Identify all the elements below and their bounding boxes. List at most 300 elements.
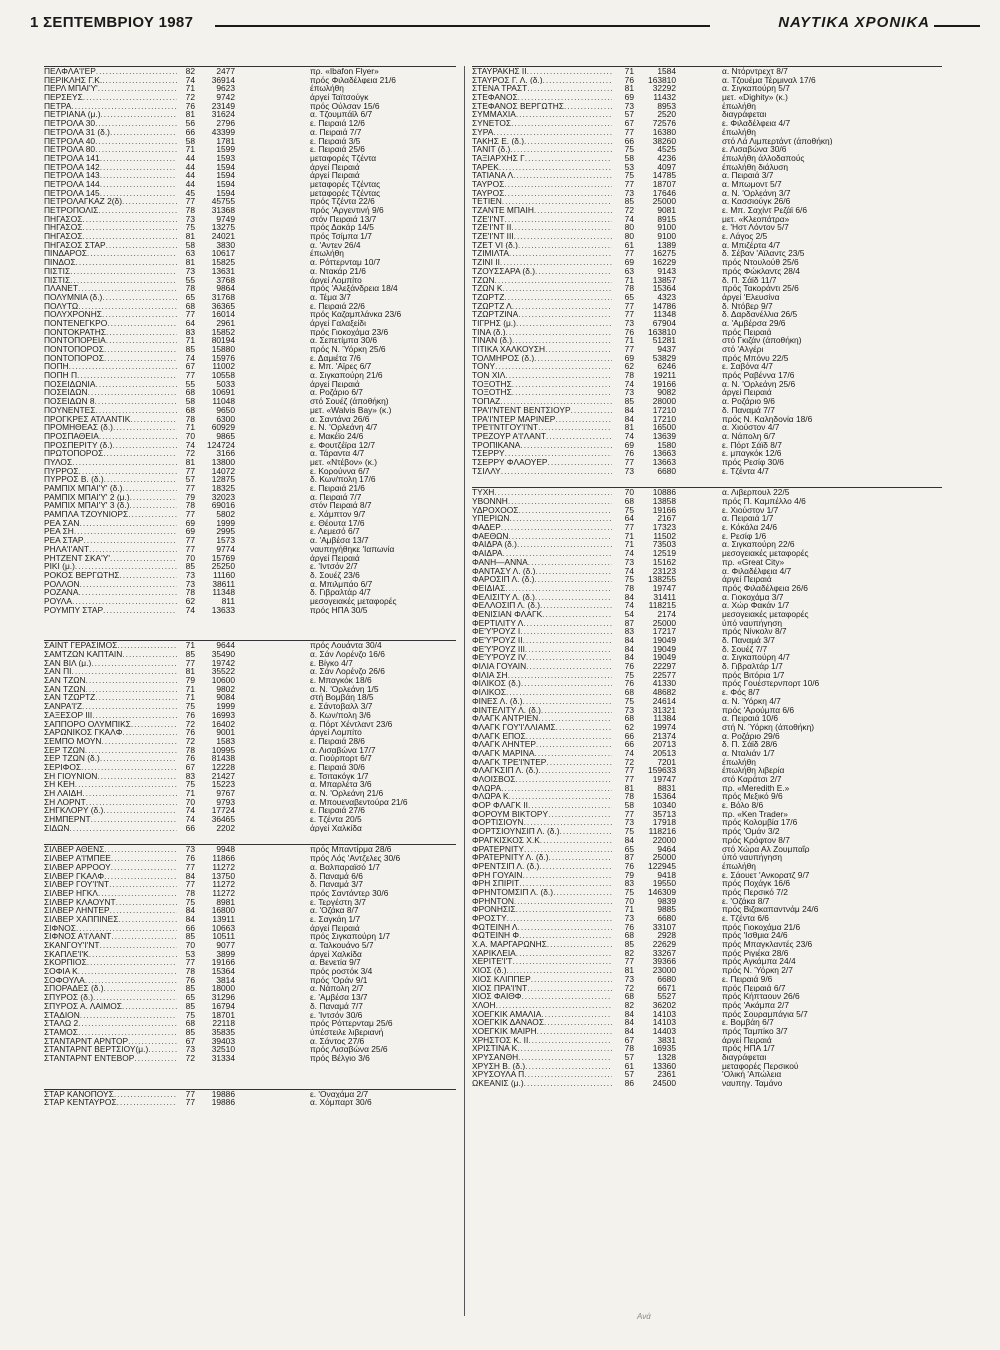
ship-entry [472, 206, 942, 215]
ship-entry [44, 1098, 456, 1107]
gross-tonnage: 19747 [652, 775, 676, 784]
ship-entry [472, 380, 942, 389]
ship-name-cell [472, 905, 612, 914]
ship-entry [44, 667, 456, 676]
leader-dots [543, 76, 612, 85]
leader-dots [571, 406, 612, 415]
ship-status: πρός Σουραμπάγια 5/7 [722, 1009, 808, 1019]
build-year: 74 [624, 431, 634, 441]
ship-status: ε. Λισαβώνα 30/6 [722, 145, 787, 154]
ship-entry [472, 827, 942, 836]
ship-entry [44, 606, 456, 615]
ship-name-cell [472, 171, 612, 180]
ship-status: α. Ταλκουάνο 5/7 [310, 941, 374, 950]
build-year: 65 [185, 993, 195, 1002]
gross-tonnage: 22000 [652, 835, 676, 845]
ship-entry [44, 519, 456, 528]
column-gap [676, 836, 722, 845]
ship-status: πρός Φώκλαντς 28/4 [722, 266, 800, 276]
column-gap [676, 818, 722, 827]
ship-entry [44, 458, 456, 467]
ship-name: ΡΕΑ ΣΗ [44, 527, 74, 537]
ship-name: ΡΑΜΠΙΧ ΜΠΑΙ'Υ' (δ.) [44, 484, 123, 493]
ship-entry [44, 128, 456, 137]
ship-name-cell [44, 984, 177, 993]
build-year: 75 [185, 897, 195, 907]
gross-tonnage: 53829 [652, 353, 676, 363]
ship-entry [472, 232, 942, 241]
column-gap [676, 775, 722, 784]
ship-name-cell [472, 336, 612, 345]
build-year: 74 [185, 75, 195, 85]
build-year: 85 [185, 650, 195, 659]
ship-entry [44, 806, 456, 815]
ship-name-cell [472, 1001, 612, 1010]
gross-tonnage: 1599 [216, 145, 235, 154]
ship-name-cell [472, 949, 612, 958]
column-gap [676, 449, 722, 458]
ship-status: ε. Ν. 'Ορλεάνη 4/7 [310, 423, 378, 432]
column-gap [235, 588, 310, 597]
ship-entry [472, 1053, 942, 1062]
column-gap [676, 827, 722, 836]
ship-name: ΠΡΟΜΗΘΕΑΣ (δ.) [44, 423, 113, 432]
ship-entry [472, 862, 942, 871]
column-gap [676, 241, 722, 250]
ship-status: πρός Λουάντα 30/4 [310, 641, 382, 650]
build-year: 83 [624, 627, 634, 636]
ship-name-cell [44, 467, 177, 476]
gross-tonnage: 9100 [657, 232, 676, 241]
ship-name: ΣΚΑΠΛΕ'Ι'Κ [44, 949, 89, 959]
ship-status: μετ. «Walvis Bay» (κ.) [310, 405, 392, 415]
ship-status: δ. Παναμά 7/7 [722, 405, 775, 415]
ship-entry [44, 941, 456, 950]
ship-name: ΦΡΗ ΣΠΙΡΙΤ [472, 879, 520, 888]
build-year: 68 [185, 405, 195, 415]
build-year: 68 [624, 497, 634, 506]
ship-name-cell [44, 1019, 177, 1028]
build-year: 69 [185, 518, 195, 528]
leader-dots [516, 905, 612, 914]
leader-dots [518, 923, 612, 932]
ship-name: ΤΣΕΡΡΥ ΦΛΑΟΥΕΡ [472, 457, 548, 467]
ship-status: ε. Φιλαδέλφεια 4/7 [722, 119, 791, 128]
ship-name: ΠΕΤΡΟΛΑ 143 [44, 171, 100, 180]
ship-name-cell [44, 197, 177, 206]
ship-name: ΤΟΠΑΖ [472, 397, 501, 406]
ship-name: ΤΙΤΙΚΑ ΧΑΛΚΟΥΣΗ [472, 345, 546, 354]
ship-name: ΣΤΑΥΡΑΚΗΣ ΙΙ [472, 67, 527, 76]
ship-entry [472, 706, 942, 715]
ship-status: πρός 'Αρούμπα 6/6 [722, 705, 795, 715]
column-gap [676, 679, 722, 688]
build-year: 74 [185, 806, 195, 816]
column-gap [676, 966, 722, 975]
ship-name: ΣΤΕΦΑΝΟΣ ΒΕΡΓΩΤΗΣ [472, 101, 564, 111]
column-gap [235, 484, 310, 493]
ship-name-cell [44, 824, 177, 833]
ship-name: ΣΗ ΚΕΗ [44, 780, 75, 789]
leader-dots [111, 863, 177, 872]
build-year: 74 [624, 748, 634, 758]
ship-status: έπωλήθη λιβερία [722, 766, 785, 775]
leader-dots [517, 1044, 612, 1053]
ship-entry [472, 749, 942, 758]
ship-status: α. Λισαβώνα 17/7 [310, 745, 376, 755]
ship-entry [472, 679, 942, 688]
ship-status: πρός Ν. Καληδονία 18/6 [722, 414, 813, 424]
ship-status: άργεί Χαλκίδα [310, 949, 362, 959]
build-year: 85 [185, 345, 195, 354]
ship-status: δ. Π. Σάϊδ 28/6 [722, 740, 778, 749]
gross-tonnage: 20713 [652, 740, 676, 749]
gross-tonnage: 19049 [652, 636, 676, 645]
leader-dots [134, 1054, 177, 1063]
leader-dots [82, 702, 177, 711]
leader-dots [511, 119, 612, 128]
leader-dots [83, 536, 177, 545]
ship-name: ΤΖΙΝΙ ΙΙ [472, 258, 500, 267]
ship-status: ε. Βομβάη 6/7 [722, 1018, 774, 1027]
ship-entry [472, 354, 942, 363]
ship-status: α. Νάπολη 2/7 [310, 984, 364, 994]
column-gap [235, 110, 310, 119]
column-gap [235, 772, 310, 781]
ship-name-cell [472, 775, 612, 784]
column-gap [676, 706, 722, 715]
leader-dots [535, 267, 612, 276]
ship-name-cell [472, 836, 612, 845]
column-gap [676, 180, 722, 189]
build-year: 71 [185, 84, 195, 94]
ship-name: ΣΙΛΒΕΡ ΚΛΑΟΥΝΤ [44, 897, 116, 907]
ship-name-cell [44, 754, 177, 763]
ship-name-cell [472, 575, 612, 584]
ship-name: ΦΑΡΟΣΙΠ Λ. (δ.) [472, 575, 535, 584]
ship-entry [472, 853, 942, 862]
column-gap [235, 650, 310, 659]
gross-tonnage: 22297 [652, 662, 676, 671]
leader-dots [502, 284, 612, 293]
ship-name: ΠΙΣΤΙΣ [44, 275, 71, 285]
leader-dots [95, 119, 177, 128]
ship-status: α. Τάραντα 4/7 [310, 449, 365, 458]
ship-entry [472, 810, 942, 819]
ship-entry [44, 119, 456, 128]
ship-name-cell [44, 872, 177, 881]
ship-entry [472, 697, 942, 706]
build-year: 85 [185, 932, 195, 941]
ship-status: πρός Βέλγιο 3/6 [310, 1053, 370, 1063]
ship-status: πρός 'Ισθμια 24/6 [722, 931, 788, 941]
ship-name: ΤΟΝ ΧΙΛ [472, 371, 506, 380]
ship-entry [472, 137, 942, 146]
gross-tonnage: 9865 [216, 431, 235, 441]
ship-name: ΦΕΙΔΙΑΣ [472, 583, 506, 593]
gross-tonnage: 2202 [216, 823, 235, 833]
column-gap [235, 1054, 310, 1063]
ship-entry [44, 906, 456, 915]
ship-entry [44, 293, 456, 302]
leader-dots [109, 880, 177, 889]
ship-name: ΠΗΓΑΣΟΣ [44, 232, 83, 241]
ship-status: πρός Λός 'Αντζελες 30/6 [310, 854, 401, 863]
ship-name: ΧΡΙΣΤΙΝΑ Κ [472, 1044, 518, 1053]
column-gap [235, 754, 310, 763]
ship-name-cell [472, 931, 612, 940]
ship-name-cell [44, 898, 177, 907]
gross-tonnage: 146309 [648, 887, 676, 897]
leader-dots [122, 1002, 177, 1011]
column-gap [676, 145, 722, 154]
build-year: 75 [185, 780, 195, 789]
column-gap [235, 1037, 310, 1046]
build-year: 71 [185, 145, 195, 154]
ship-name: ΣΑΙΝΤ ΓΕΡΑΣΙΜΟΣ [44, 641, 118, 650]
ship-name-cell [472, 897, 612, 906]
column-gap [676, 506, 722, 515]
leader-dots [104, 872, 177, 881]
ship-entry [472, 992, 942, 1001]
ship-name: ΣΥΜΜΑΧΙΑ [472, 110, 516, 120]
ship-status: άργεί Πειραιά [722, 388, 772, 398]
ship-entry [44, 711, 456, 720]
ship-name-cell [472, 206, 612, 215]
ship-name: ΡΗΛΑ'Ι'ΑΝΤ [44, 544, 90, 554]
leader-dots [86, 676, 177, 685]
ship-status: ύπό ναυπήγηση [722, 853, 783, 862]
build-year: 70 [185, 797, 195, 807]
build-year: 65 [624, 292, 634, 302]
ship-name: ΤΡΕΖΟΥΡ Α'Ι'ΛΑΝΤ [472, 431, 546, 441]
ship-name: ΤΡΑ'Ι'ΝΤΕΝΤ ΒΕΝΤΣΙΟΥΡ [472, 405, 571, 415]
ship-entry [44, 845, 456, 854]
ship-name: ΦΕΛΛΟΣΙΠ Λ. (δ.) [472, 601, 541, 610]
build-year: 77 [185, 310, 195, 319]
ship-status: α. 'Οζάκα 8/7 [310, 906, 359, 915]
ship-name: ΤΣΙΛΛΥ [472, 466, 501, 476]
ship-status: έπωλήθη διάλυση [722, 162, 789, 172]
ship-name-cell [472, 845, 612, 854]
ship-name-cell [44, 1045, 177, 1054]
ship-name: ΤΖΩΝ [472, 275, 495, 285]
ship-status: ε. Φουτζέϊρα 12/7 [310, 440, 376, 450]
leader-dots [528, 558, 612, 567]
ship-name: ΦΩΤΕΙΝΗ Λ [472, 922, 518, 932]
column-gap [235, 189, 310, 198]
ship-status: μεταφορές Τζέντας [310, 179, 381, 189]
ship-name: ΦΙΝΕΣ Λ. (δ.) [472, 696, 523, 706]
column-gap [235, 163, 310, 172]
ship-name: ΣΚΑΝΓΟΥ'Ι'ΝΤ [44, 941, 100, 950]
leader-dots [535, 749, 613, 758]
ship-name: ΠΟΥΝΕΝΤΕΣ [44, 405, 96, 415]
ship-name: ΧΙΟΣ (δ.) [472, 966, 507, 975]
ship-entry [44, 676, 456, 685]
build-year: 66 [185, 923, 195, 933]
ship-name-cell [44, 423, 177, 432]
gross-tonnage: 2995 [216, 527, 235, 537]
ship-name: ΣΑΡΩΝΙΚΟΣ ΓΚΑΛΦ [44, 728, 123, 737]
column-gap [235, 519, 310, 528]
ship-status: ε. Πόρτ Σάϊδ 8/7 [722, 440, 782, 450]
build-year: 75 [624, 696, 634, 706]
ship-status: 'Ολική 'Απώλεια [722, 1070, 782, 1080]
ship-name-cell [472, 723, 612, 732]
column-gap [676, 697, 722, 706]
gross-tonnage: 12875 [211, 475, 235, 484]
ship-name: ΠΥΡΡΟΣ Β. (δ.) [44, 475, 104, 484]
build-year: 67 [185, 1036, 195, 1046]
ship-status: πρός Νίνκολν 8/7 [722, 627, 787, 636]
ship-status: πρός Ραβέννα 17/6 [722, 371, 795, 380]
leader-dots [82, 789, 177, 798]
ship-status: μεσογειακές μεταφορές [722, 549, 809, 558]
column-gap [676, 523, 722, 532]
ship-name: ΡΑΜΠΛΑ ΤΖΟΥΝΙΟΡΣ [44, 510, 129, 519]
leader-dots [538, 766, 612, 775]
ship-name: ΣΑΜΤΖΩΝ ΚΑΠΤΑΙΝ [44, 650, 123, 659]
leader-dots [518, 1053, 612, 1062]
leader-dots [508, 497, 612, 506]
publication-title: ΝΑΥΤΙΚΑ ΧΡΟΝΙΚΑ [778, 14, 930, 31]
leader-dots [520, 627, 612, 636]
leader-dots [128, 510, 177, 519]
leader-dots [524, 1070, 612, 1079]
ship-status: πρός 'Ομάν 3/2 [722, 827, 780, 836]
ship-name-cell [44, 667, 177, 676]
build-year: 70 [624, 488, 634, 497]
build-year: 70 [185, 553, 195, 563]
ship-name: ΦΕΡΤΙΛΙΤΥ Λ [472, 618, 524, 628]
leader-dots [82, 232, 177, 241]
ship-name: ΠΟΝΤΕΝΕΓΚΡΟ [44, 318, 108, 328]
ship-entry [44, 232, 456, 241]
column-gap [235, 93, 310, 102]
gross-tonnage: 1580 [657, 440, 676, 450]
ship-name: ΣΑΠΠΟΡΟ ΟΛΥΜΠΙΚΣ [44, 719, 131, 729]
leader-dots [87, 958, 177, 967]
build-year: 68 [624, 688, 634, 697]
build-year: 75 [185, 702, 195, 711]
ship-entry [472, 406, 942, 415]
ship-name: ΠΕΤΡΟΛΑ 144 [44, 179, 100, 189]
build-year: 82 [624, 948, 634, 958]
build-year: 76 [185, 710, 195, 720]
gross-tonnage: 39366 [652, 957, 676, 967]
ship-status: ε. Μπ. Σαχίντ Ρεζάϊ 6/6 [722, 206, 808, 215]
gross-tonnage: 15825 [211, 258, 235, 267]
ship-entry [44, 659, 456, 668]
ship-name-cell [44, 650, 177, 659]
ship-name: ΣΤΕΦΑΝΟΣ [472, 93, 518, 102]
build-year: 53 [185, 949, 195, 959]
column-gap [676, 879, 722, 888]
ship-entry [44, 815, 456, 824]
ship-entry [44, 984, 456, 993]
ship-status: στό Γκιζάν (άποθήκη) [722, 336, 802, 345]
ship-status: έπωλήθη [722, 861, 756, 871]
build-year: 79 [624, 870, 634, 880]
ship-entry [472, 1018, 942, 1027]
ship-name-cell [472, 497, 612, 506]
ship-status: πρ. «Meredith E.» [722, 783, 790, 793]
gross-tonnage: 13275 [211, 223, 235, 233]
leader-dots [70, 276, 177, 285]
ship-status: στό Σουέζ (άποθήκη) [310, 397, 389, 406]
ship-name-cell [472, 862, 612, 871]
ship-status: στό 'Αλγέρι [722, 345, 764, 354]
gross-tonnage: 19166 [652, 505, 676, 515]
ship-name: ΦΡΕΝΤΣΙΠ Λ. (δ.) [472, 861, 540, 871]
ship-name: ΠΥΛΟΣ [44, 457, 73, 467]
column-gap [235, 1098, 310, 1107]
column-gap [235, 924, 310, 933]
leader-dots [537, 1027, 612, 1036]
handwritten-mark: Ανά [637, 1312, 651, 1321]
ship-status: πρός Γιοκοχάμα 23/6 [310, 327, 389, 337]
column-gap [235, 863, 310, 872]
ship-entry [472, 792, 942, 801]
build-year: 78 [624, 583, 634, 593]
ship-name-cell [44, 432, 177, 441]
ship-name-cell [472, 671, 612, 680]
gross-tonnage: 1781 [216, 136, 235, 146]
ship-entry [472, 514, 942, 523]
ship-entry [44, 137, 456, 146]
ship-entry [44, 1019, 456, 1028]
ship-entry [472, 1062, 942, 1071]
build-year: 85 [624, 940, 634, 949]
column-gap [235, 737, 310, 746]
column-gap [676, 1053, 722, 1062]
ship-name-cell [472, 758, 612, 767]
ship-name-cell [472, 792, 612, 801]
leader-dots [100, 754, 177, 763]
gross-tonnage: 5527 [657, 992, 676, 1001]
column-gap [235, 789, 310, 798]
ship-entry [44, 93, 456, 102]
leader-dots [91, 815, 177, 824]
gross-tonnage: 9418 [657, 870, 676, 880]
ship-name-cell [44, 1054, 177, 1063]
build-year: 77 [624, 766, 634, 775]
ship-status: ε. Πειραιά 25/6 [310, 145, 365, 154]
leader-dots [503, 549, 613, 558]
ship-status: ε. Σάουετ 'Ανκορατζ 9/7 [722, 870, 810, 880]
ship-entry [44, 993, 456, 1002]
ship-name-cell [44, 128, 177, 137]
ship-status: πρός Πειραιά 6/7 [722, 983, 786, 993]
ship-entry [472, 163, 942, 172]
gross-tonnage: 16800 [211, 906, 235, 915]
ship-name-cell [44, 693, 177, 702]
ship-name-cell [44, 845, 177, 854]
gross-tonnage: 13858 [652, 497, 676, 506]
ship-name-cell [472, 180, 612, 189]
ship-status: ε. Σαβόνα 4/7 [722, 362, 773, 372]
build-year: 75 [624, 827, 634, 836]
column-gap [676, 627, 722, 636]
gross-tonnage: 6680 [657, 466, 676, 476]
build-year: 85 [185, 1001, 195, 1011]
column-gap [235, 806, 310, 815]
gross-tonnage: 31624 [211, 110, 235, 120]
leader-dots [100, 941, 177, 950]
column-gap [676, 749, 722, 758]
column-gap [676, 897, 722, 906]
